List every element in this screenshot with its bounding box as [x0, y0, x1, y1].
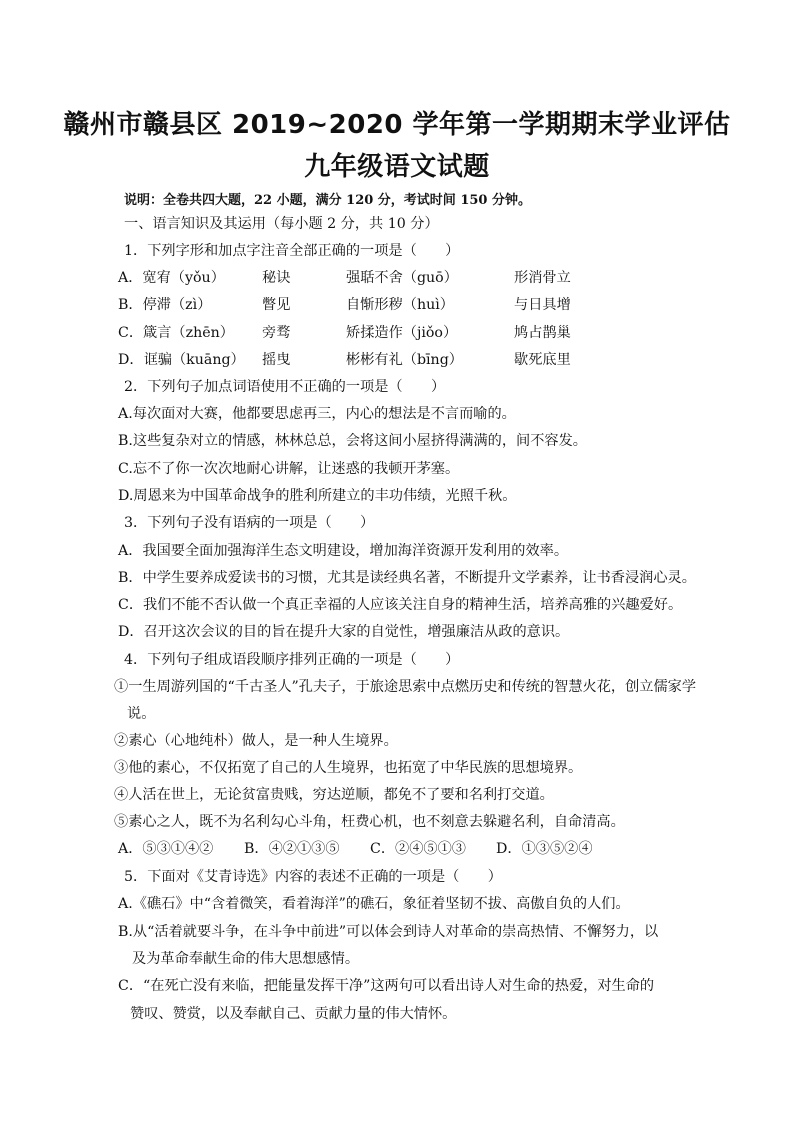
question-3-option-b: B．中学生要养成爱读书的习惯，尤其是读经典名著，不断提升文学素养，让书香浸润心灵。 — [118, 570, 696, 586]
q1-a-word-3: 强聒不舍（guō） — [346, 270, 458, 286]
question-5-stem: 5．下面对《艾青诗选》内容的表述不正确的一项是（ ） — [124, 869, 502, 885]
question-3-option-c: C．我们不能不否认做一个真正幸福的人应该关注自身的精神生活，培养高雅的兴趣爱好。 — [118, 597, 683, 613]
q1-b-word-4: 与日具增 — [514, 297, 571, 313]
question-4-choice-a: A．⑤③①④② — [118, 841, 214, 857]
q1-a-word-4: 形消骨立 — [514, 270, 571, 286]
question-4-sentence-1: ①一生周游列国的“千古圣人”孔夫子，于旅途思索中点燃历史和传统的智慧火花，创立儒家学 — [114, 679, 697, 695]
question-4-sentence-2: ②素心（心地纯朴）做人，是一种人生境界。 — [114, 733, 398, 749]
question-4-choice-c: C．②④⑤①③ — [370, 841, 466, 857]
question-3-option-a: A．我国要全面加强海洋生态文明建设，增加海洋资源开发利用的效率。 — [118, 543, 569, 559]
page-title: 赣州市赣县区 2019~2020 学年第一学期期末学业评估 — [63, 110, 731, 140]
section-heading: 一、语言知识及其运用（每小题 2 分，共 10 分） — [124, 216, 439, 232]
exam-instructions: 说明：全卷共四大题，22 小题，满分 120 分，考试时间 150 分钟。 — [124, 193, 531, 208]
question-4-sentence-3: ③他的素心，不仅拓宽了自己的人生境界，也拓宽了中华民族的思想境界。 — [114, 760, 583, 776]
question-5-option-a: A.《礁石》中“含着微笑，看着海洋”的礁石，象征着坚韧不拔、高傲自负的人们。 — [118, 896, 630, 912]
page-subtitle: 九年级语文试题 — [304, 152, 490, 182]
q1-c-word-3: 矫揉造作（jiǒo） — [346, 325, 458, 341]
question-4-sentence-1-cont: 说。 — [127, 706, 156, 722]
question-4-choice-d: D．①③⑤②④ — [496, 841, 593, 857]
q1-b-word-1: B．停滞（zì） — [118, 297, 212, 313]
question-2-option-b: B.这些复杂对立的情感，林林总总，会将这间小屋挤得满满的，间不容发。 — [118, 433, 587, 449]
question-5-option-c-cont: 赞叹、赞赏，以及奉献自己、贡献力量的伟大情怀。 — [130, 1006, 457, 1022]
question-5-option-c: C．“在死亡没有来临，把能量发挥干净”这两句可以看出诗人对生命的热爱，对生命的 — [118, 978, 655, 994]
q1-b-word-3: 自惭形秽（huì） — [346, 297, 454, 313]
question-5-option-b: B.从“活着就要斗争，在斗争中前进”可以体会到诗人对革命的崇高热情、不懈努力，以 — [118, 924, 659, 940]
question-2-option-c: C.忘不了你一次次地耐心讲解，让迷惑的我顿开茅塞。 — [118, 461, 460, 477]
question-1-stem: 1．下列字形和加点字注音全部正确的一项是（ ） — [124, 243, 460, 259]
question-4-stem: 4．下列句子组成语段顺序排列正确的一项是（ ） — [124, 652, 460, 668]
q1-a-word-1: A．宽宥（yǒu） — [118, 270, 225, 286]
question-3-option-d: D．召开这次会议的目的旨在提升大家的自觉性，增强廉洁从政的意识。 — [118, 624, 570, 640]
question-2-option-d: D.周恩来为中国革命战争的胜利所建立的丰功伟绩，光照千秋。 — [118, 488, 517, 504]
q1-c-word-2: 旁骛 — [262, 325, 291, 341]
q1-c-word-4: 鸠占鹊巢 — [514, 325, 571, 341]
q1-d-word-4: 歇死底里 — [514, 352, 571, 368]
question-2-stem: 2．下列句子加点词语使用不正确的一项是（ ） — [124, 379, 446, 395]
question-2-option-a: A.每次面对大赛，他都要思虑再三，内心的想法是不言而喻的。 — [118, 406, 516, 422]
q1-d-word-2: 摇曳 — [262, 352, 291, 368]
q1-a-word-2: 秘诀 — [262, 270, 291, 286]
question-4-sentence-5: ⑤素心之人，既不为名利勾心斗角，枉费心机，也不刻意去躲避名利，自命清高。 — [114, 814, 625, 830]
q1-d-word-1: D．诓骗（kuāng） — [118, 352, 245, 368]
question-4-sentence-4: ④人活在世上，无论贫富贵贱，穷达逆顺，都免不了要和名利打交道。 — [114, 787, 554, 803]
question-3-stem: 3．下列句子没有语病的一项是（ ） — [124, 515, 375, 531]
q1-c-word-1: C．箴言（zhēn） — [118, 325, 234, 341]
question-5-option-b-cont: 及为革命奉献生命的伟大思想感情。 — [132, 951, 360, 967]
question-4-choice-b: B．④②①③⑤ — [244, 841, 340, 857]
q1-d-word-3: 彬彬有礼（bīng） — [346, 352, 463, 368]
q1-b-word-2: 瞥见 — [262, 297, 291, 313]
